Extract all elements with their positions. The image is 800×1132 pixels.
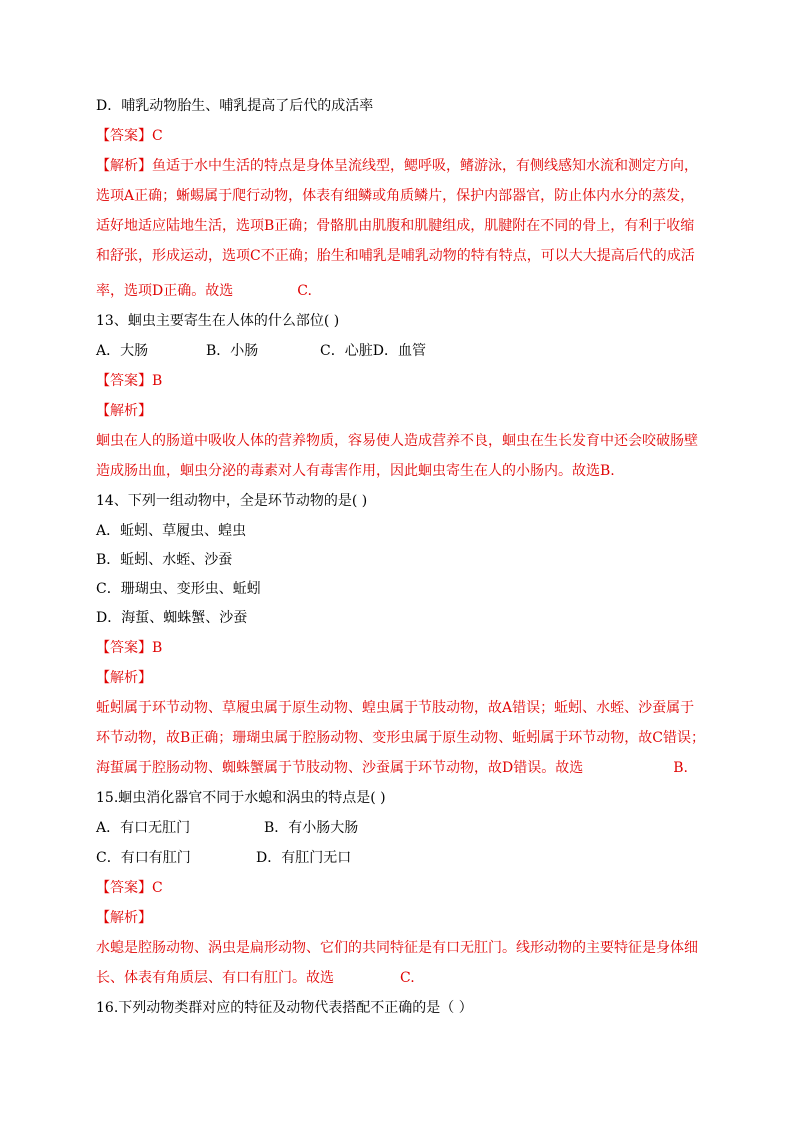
answer-value: C: [152, 128, 163, 144]
analysis-text: 鱼适于水中生活的特点是身体呈流线型，鳃呼吸，鳍游泳，有侧线感知水流和测定方向，: [152, 158, 698, 174]
q12-analysis-line-3: 适好地适应陆地生活，选项B正确；骨骼肌由肌腹和肌腱组成，肌腱附在不同的骨上，有利于收缩: [96, 218, 695, 234]
q12-analysis-line-2: 选项A正确；蜥蜴属于爬行动物，体表有细鳞或角质鳞片，保护内部器官，防止体内水分的蒸发，: [96, 188, 695, 204]
answer-choice: B.: [673, 760, 688, 776]
analysis-text: 海蜇属于腔肠动物、蜘蛛蟹属于节肢动物、沙蚕属于环节动物，故D错误。故选: [96, 760, 584, 776]
q13-question: 13、蛔虫主要寄生在人体的什么部位( ): [96, 313, 340, 329]
q12-option-d: D．哺乳动物胎生、哺乳提高了后代的成活率: [96, 98, 374, 114]
q14-question: 14、下列一组动物中，全是环节动物的是( ): [96, 493, 368, 509]
q15-option-a: A．有口无肛门: [96, 820, 191, 836]
q15-analysis-line-1: 水螅是腔肠动物、涡虫是扁形动物、它们的共同特征是有口无肛门。线形动物的主要特征是身体细: [96, 940, 698, 956]
q14-analysis-tag: 【解析】: [96, 670, 152, 686]
q16-question: 16.下列动物类群对应的特征及动物代表搭配不正确的是（ ）: [96, 1000, 473, 1016]
q14-analysis-line-3: [96, 758, 688, 778]
q12-analysis-line-4: 和舒张，形成运动，选项C不正确；胎生和哺乳是哺乳动物的特有特点，可以大大提高后代的成活: [96, 248, 695, 264]
answer-choice: C.: [297, 283, 312, 299]
q13-options: [96, 341, 426, 361]
answer-choice: C.: [400, 970, 415, 986]
analysis-text: 率，选项D正确。故选: [96, 283, 234, 299]
answer-value: B: [152, 640, 163, 656]
answer-tag: 【答案】: [96, 880, 152, 896]
q13-option-d: D．血管: [372, 343, 426, 359]
answer-tag: 【答案】: [96, 128, 152, 144]
q13-option-a: A．大肠: [96, 343, 149, 359]
answer-tag: 【答案】: [96, 640, 152, 656]
q14-answer: [96, 638, 162, 658]
q15-question: 15.蛔虫消化器官不同于水螅和涡虫的特点是( ): [96, 790, 386, 806]
answer-tag: 【答案】: [96, 373, 152, 389]
q13-answer: [96, 371, 162, 391]
q12-analysis-line-5: [96, 281, 312, 301]
q14-option-a: A．蚯蚓、草履虫、蝗虫: [96, 523, 247, 539]
q12-analysis-line-1: [96, 156, 698, 176]
analysis-tag: 【解析】: [96, 158, 152, 174]
q13-option-c: C．心脏: [320, 343, 373, 359]
q14-option-c: C．珊瑚虫、变形虫、蚯蚓: [96, 581, 261, 597]
analysis-text: 长、体表有角质层、有口有肛门。故选: [96, 970, 334, 986]
q13-analysis-line-1: 蛔虫在人的肠道中吸收人体的营养物质，容易使人造成营养不良，蛔虫在生长发育中还会咬破肠壁: [96, 433, 698, 449]
q13-analysis-line-2: 造成肠出血，蛔虫分泌的毒素对人有毒害作用，因此蛔虫寄生在人的小肠内。故选B.: [96, 463, 615, 479]
answer-value: C: [152, 880, 163, 896]
q15-options-row-2: [96, 848, 351, 868]
q15-analysis-tag: 【解析】: [96, 910, 152, 926]
q15-option-b: B．有小肠大肠: [264, 820, 359, 836]
q15-options-row-1: [96, 818, 358, 838]
q15-option-c: C．有口有肛门: [96, 850, 191, 866]
q14-option-b: B．蚯蚓、水蛭、沙蚕: [96, 552, 233, 568]
q15-answer: [96, 878, 163, 898]
answer-value: B: [152, 373, 163, 389]
q15-option-d: D．有肛门无口: [256, 850, 352, 866]
q14-analysis-line-1: 蚯蚓属于环节动物、草履虫属于原生动物、蝗虫属于节肢动物，故A错误；蚯蚓、水蛭、沙蚕属于: [96, 700, 695, 716]
q15-analysis-line-2: [96, 968, 415, 988]
q12-answer: [96, 126, 163, 146]
q14-option-d: D．海蜇、蜘蛛蟹、沙蚕: [96, 610, 248, 626]
q13-analysis-tag: 【解析】: [96, 403, 152, 419]
q13-option-b: B．小肠: [206, 343, 259, 359]
q14-analysis-line-2: 环节动物，故B正确；珊瑚虫属于腔肠动物、变形虫属于原生动物、蚯蚓属于环节动物，故C错误；: [96, 730, 705, 746]
